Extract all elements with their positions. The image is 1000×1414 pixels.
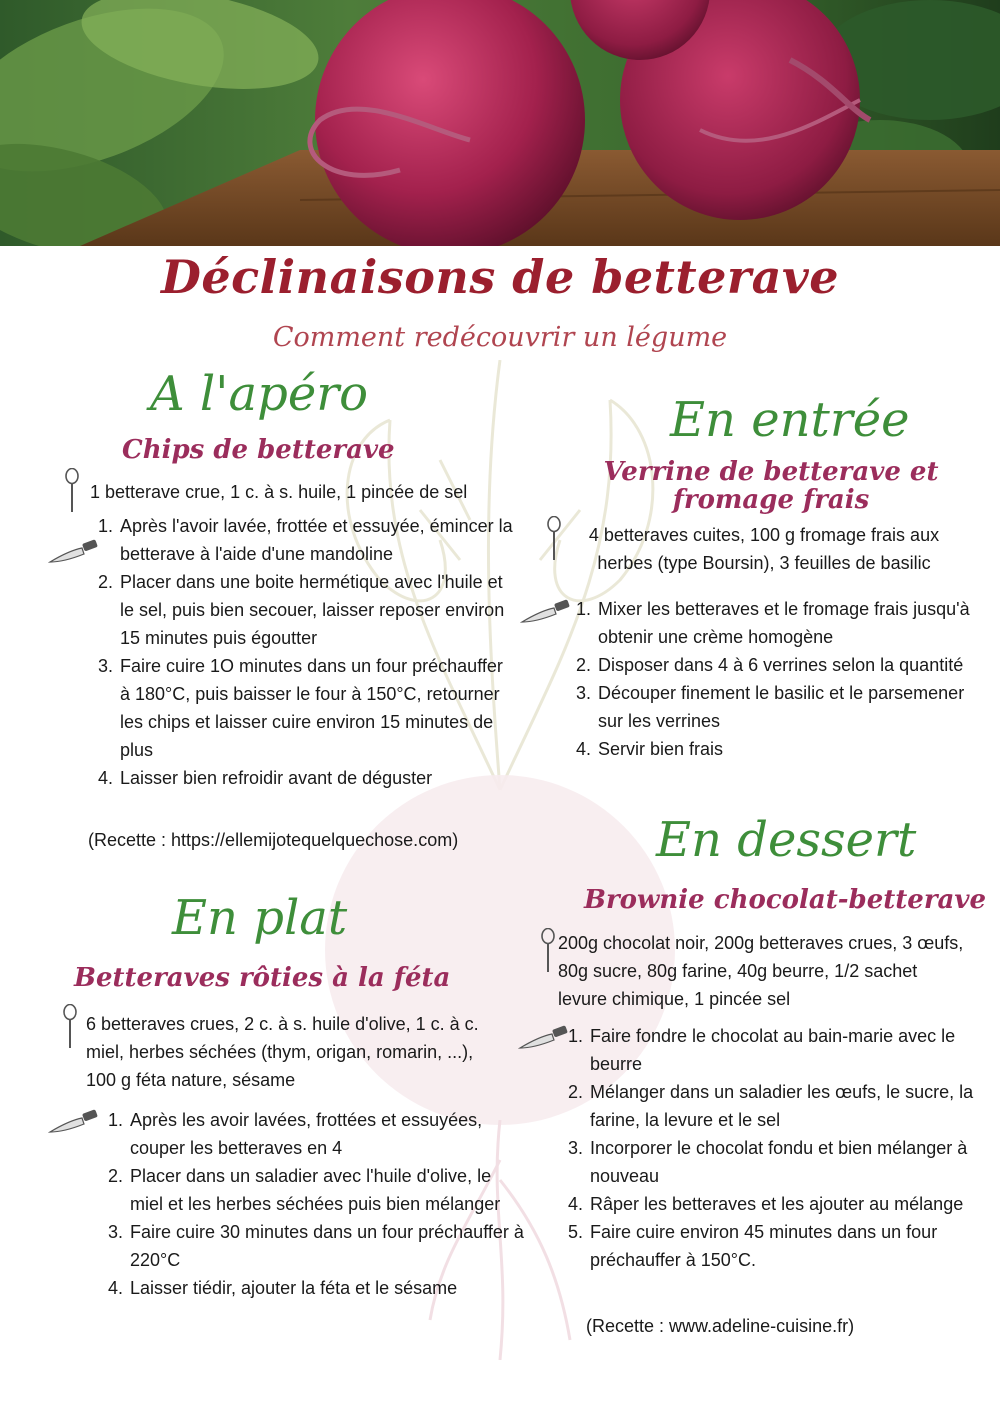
spoon-icon <box>64 468 80 514</box>
steps-chips <box>96 512 514 792</box>
section-heading-dessert: En dessert <box>656 812 917 868</box>
list-item: 4. Laisser tiédir, ajouter la féta et le sésame <box>128 1274 528 1302</box>
spoon-icon <box>546 516 562 562</box>
recipe-title-brownie: Brownie chocolat-betterave <box>584 885 987 915</box>
recipe-title-verrine: Verrine de betterave et fromage frais <box>603 457 939 515</box>
spoon-icon <box>62 1004 78 1050</box>
list-item: 4. Râper les betteraves et les ajouter au mélange <box>588 1190 988 1218</box>
page-subtitle: Comment redécouvrir un légume <box>272 322 728 353</box>
steps-verrine <box>574 595 986 763</box>
list-item: 2. Mélanger dans un saladier les œufs, le sucre, la farine, la levure et le sel <box>588 1078 988 1134</box>
ingredients-brownie: 200g chocolat noir, 200g betteraves crues, 3 œufs, 80g sucre, 80g farine, 40g beurre, 1/2 sachet levure chimique, 1 pincée sel <box>558 933 964 1009</box>
list-item: 1. Après l'avoir lavée, frottée et essuyée, émincer la betterave à l'aide d'une mandoline <box>118 512 514 568</box>
ingredients-chips: 1 betterave crue, 1 c. à s. huile, 1 pincée de sel <box>90 482 468 502</box>
spoon-icon <box>540 928 556 974</box>
list-item: 2. Placer dans une boite hermétique avec l'huile et le sel, puis bien secouer, laisser reposer environ 15 minutes puis égoutter <box>118 568 514 652</box>
list-item: 2. Placer dans un saladier avec l'huile d'olive, le miel et les herbes séchées puis bien mélanger <box>128 1162 528 1218</box>
list-item: 1. Après les avoir lavées, frottées et essuyées, couper les betteraves en 4 <box>128 1106 528 1162</box>
recipe-title-betteraves-roties: Betteraves rôties à la féta <box>74 963 451 993</box>
knife-icon <box>518 1024 568 1052</box>
page-title: Déclinaisons de betterave <box>161 250 839 304</box>
list-item: 4. Laisser bien refroidir avant de déguster <box>118 764 514 792</box>
list-item: 3. Incorporer le chocolat fondu et bien mélanger à nouveau <box>588 1134 988 1190</box>
section-heading-apero: A l'apéro <box>150 366 369 422</box>
ingredients-verrine: 4 betteraves cuites, 100 g fromage frais aux herbes (type Boursin), 3 feuilles de basilic <box>588 525 940 573</box>
source-chips: (Recette : https://ellemijotequelquechose.com) <box>88 830 459 850</box>
list-item: 3. Faire cuire 30 minutes dans un four préchauffer à 220°C <box>128 1218 528 1274</box>
section-heading-plat: En plat <box>172 890 348 946</box>
list-item: 1. Faire fondre le chocolat au bain-marie avec le beurre <box>588 1022 988 1078</box>
list-item: 1. Mixer les betteraves et le fromage frais jusqu'à obtenir une crème homogène <box>596 595 986 651</box>
knife-icon <box>520 598 570 626</box>
knife-icon <box>48 538 98 566</box>
list-item: 3. Découper finement le basilic et le parsemener sur les verrines <box>596 679 986 735</box>
recipe-title-chips: Chips de betterave <box>122 435 395 465</box>
list-item: 4. Servir bien frais <box>596 735 986 763</box>
hero-image <box>0 0 1000 246</box>
list-item: 5. Faire cuire environ 45 minutes dans un four préchauffer à 150°C. <box>588 1218 988 1274</box>
section-heading-entree: En entrée <box>670 392 910 448</box>
list-item: 2. Disposer dans 4 à 6 verrines selon la quantité <box>596 651 986 679</box>
ingredients-betteraves-roties: 6 betteraves crues, 2 c. à s. huile d'olive, 1 c. à c. miel, herbes séchées (thym, origan, romarin, ...), 100 g féta nature, sésame <box>86 1014 479 1090</box>
knife-icon <box>48 1108 98 1136</box>
list-item: 3. Faire cuire 1O minutes dans un four préchauffer à 180°C, puis baisser le four à 150°C, retourner les chips et laisser cuire environ 15 minutes de plus <box>118 652 514 764</box>
source-brownie: (Recette : www.adeline-cuisine.fr) <box>586 1316 855 1336</box>
steps-betteraves-roties <box>106 1106 528 1302</box>
steps-brownie <box>566 1022 988 1274</box>
